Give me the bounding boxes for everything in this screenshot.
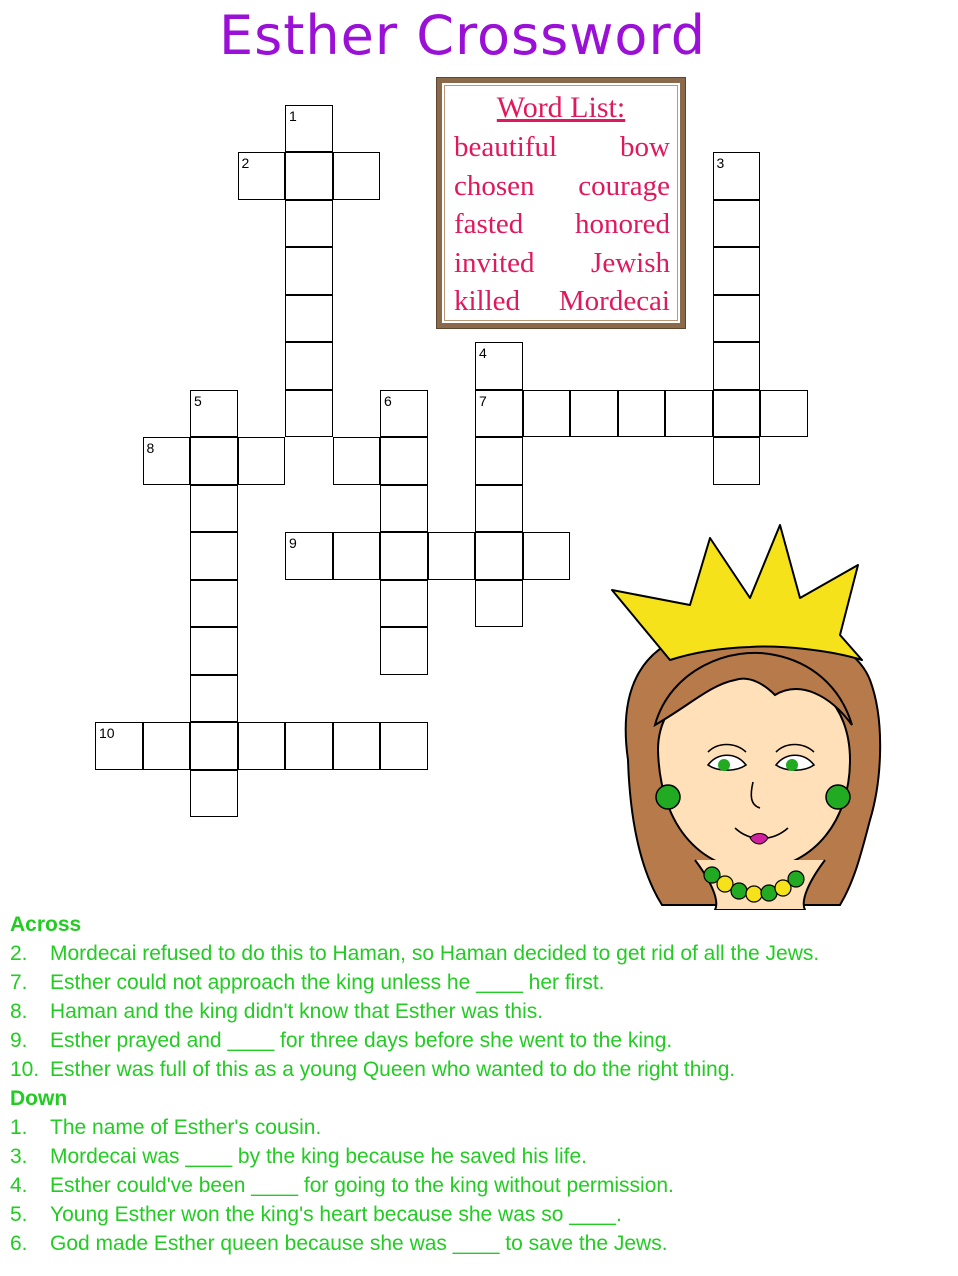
word-list-word: Mordecai [558,285,670,317]
down-heading: Down [10,1087,68,1110]
crossword-cell[interactable] [333,722,381,770]
crossword-cell[interactable] [190,675,238,723]
crossword-cell-5[interactable] [190,390,238,438]
queen-esther-illustration [600,520,900,910]
down-clue: 6. God made Esther queen because she was ____ to save the Jews. [10,1232,668,1255]
crossword-cell[interactable] [570,390,618,438]
word-list-box [437,78,685,328]
down-clue: 5. Young Esther won the king's heart because she was so ____. [10,1203,622,1226]
crossword-cell[interactable] [713,247,761,295]
crossword-cell[interactable] [380,627,428,675]
across-heading: Across [10,913,82,936]
earring-icon [656,785,680,809]
crossword-cell[interactable] [285,247,333,295]
across-clue: 7. Esther could not approach the king unless he ____ her first. [10,971,605,994]
clue-number: 4 [479,345,487,361]
word-list-word: courage [578,170,670,202]
crossword-cell-3[interactable] [713,152,761,200]
crossword-cell[interactable] [523,532,571,580]
across-clue: 8. Haman and the king didn't know that Esther was this. [10,1000,544,1023]
crossword-cell[interactable] [713,200,761,248]
crossword-cell[interactable] [713,295,761,343]
crossword-cell[interactable] [475,580,523,628]
word-list-word: honored [574,208,670,240]
down-clue: 1. The name of Esther's cousin. [10,1116,322,1139]
word-list-word: beautiful [454,131,558,163]
crossword-cell-1[interactable] [285,105,333,153]
crossword-cell-9[interactable] [285,532,333,580]
crossword-cell[interactable] [190,627,238,675]
clue-number: 5 [194,392,202,409]
crossword-cell[interactable] [285,200,333,248]
crossword-cell[interactable] [285,295,333,343]
word-list-word: chosen [454,170,535,202]
across-clue: 9. Esther prayed and ____ for three days before she went to the king. [10,1029,673,1052]
clue-number: 9 [289,535,297,551]
crossword-cell[interactable] [285,152,333,200]
crossword-cell[interactable] [713,437,761,485]
crossword-cell[interactable] [333,532,381,580]
crossword-cell[interactable] [475,532,523,580]
crossword-cell[interactable] [190,580,238,628]
crossword-cell[interactable] [380,437,428,485]
crossword-cell[interactable] [285,342,333,390]
word-list-word: bow [620,131,670,163]
down-clue: 4. Esther could've been ____ for going to the king without permission. [10,1174,674,1197]
crossword-cell[interactable] [190,722,238,770]
crossword-cell[interactable] [143,722,191,770]
crossword-cell[interactable] [238,722,286,770]
crossword-cell[interactable] [475,485,523,533]
clue-number: 8 [146,440,155,456]
crossword-cell[interactable] [190,485,238,533]
crossword-cell[interactable] [475,437,523,485]
crossword-cell[interactable] [523,390,571,438]
crossword-cell-10[interactable] [95,722,143,770]
crossword-cell-2[interactable] [238,152,286,200]
crossword-cell[interactable] [665,390,713,438]
earring-icon [826,785,850,809]
crossword-cell[interactable] [380,722,428,770]
crossword-cell-6[interactable] [380,390,428,438]
crossword-cell[interactable] [713,390,761,438]
word-list-word: invited [454,247,535,279]
crossword-cell[interactable] [285,390,333,438]
crossword-cell[interactable] [380,485,428,533]
page-title: Esther Crossword [219,4,706,67]
crossword-cell[interactable] [190,532,238,580]
crossword-cell[interactable] [760,390,808,438]
word-list-word: fasted [454,208,524,240]
crossword-cell[interactable] [238,437,286,485]
crossword-cell[interactable] [428,532,476,580]
word-list-title: Word List: [496,91,626,124]
crossword-cell-8[interactable] [143,437,191,485]
crown-icon [612,525,862,660]
crossword-cell[interactable] [380,532,428,580]
clue-number: 7 [479,392,487,409]
clues-section [10,910,950,1258]
crossword-cell[interactable] [618,390,666,438]
clue-number: 3 [716,155,725,171]
crossword-cell-4[interactable] [475,342,523,390]
clue-number: 10 [99,725,115,741]
crossword-cell[interactable] [285,722,333,770]
crossword-cell[interactable] [190,437,238,485]
clue-number: 6 [384,392,392,409]
crossword-cell[interactable] [333,437,381,485]
crossword-cell[interactable] [333,152,381,200]
word-list-word: Jewish [591,247,670,279]
across-clue: 2. Mordecai refused to do this to Haman, so Haman decided to get rid of all the Jews. [10,942,820,965]
crossword-cell[interactable] [380,580,428,628]
crossword-cell-7[interactable] [475,390,523,438]
across-clue: 10. Esther was full of this as a young Queen who wanted to do the right thing. [10,1058,736,1081]
crossword-cell[interactable] [190,770,238,818]
crossword-cell[interactable] [713,342,761,390]
clue-number: 1 [289,107,297,124]
clue-number: 2 [241,155,250,171]
down-clue: 3. Mordecai was ____ by the king because he saved his life. [10,1145,587,1168]
word-list-word: killed [454,285,521,317]
